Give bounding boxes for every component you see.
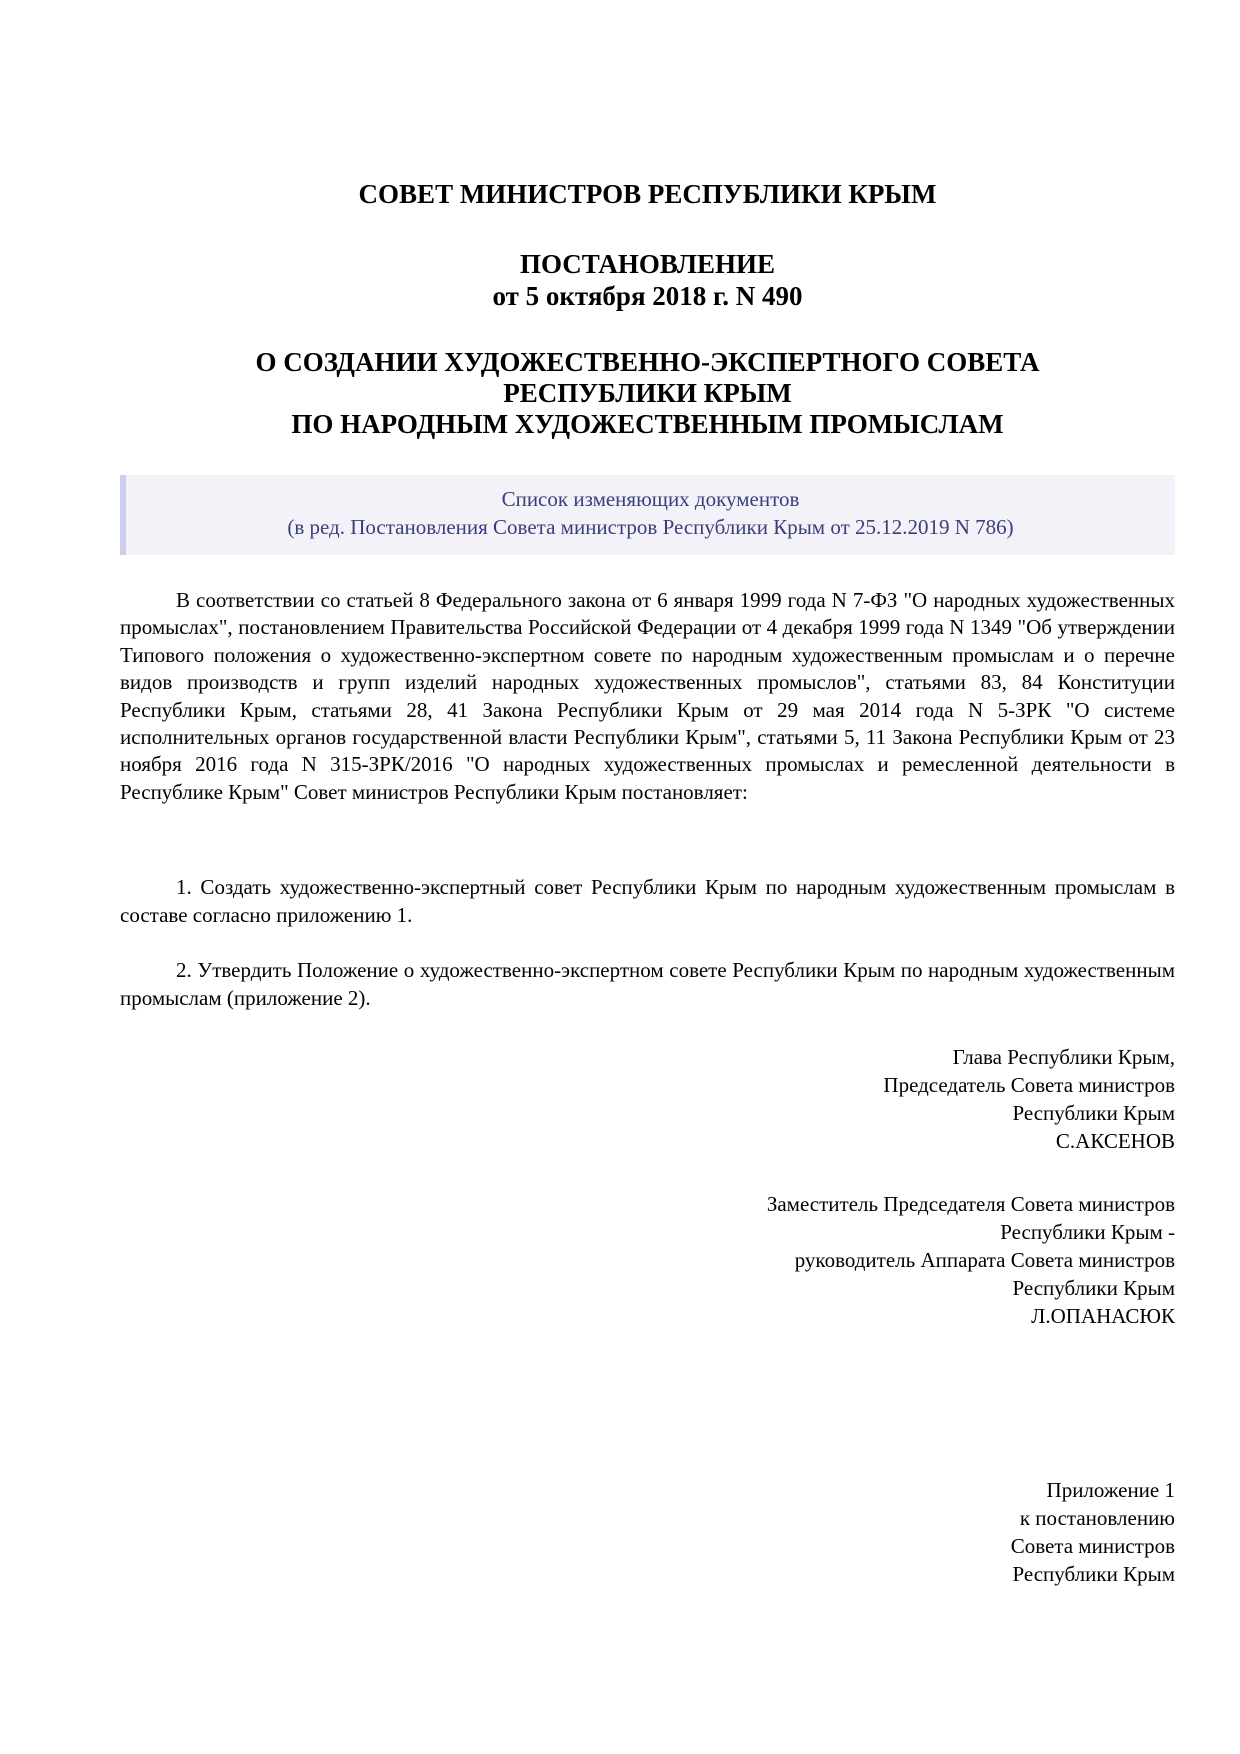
signature-line: Председатель Совета министров bbox=[883, 1073, 1175, 1097]
appendix-header bbox=[1011, 1476, 1175, 1588]
changing-documents-title: Список изменяющих документов bbox=[501, 487, 800, 511]
resolution-item-2: 2. Утвердить Положение о художественно-экспертном совете Республики Крым по народным художественным промыслам (приложение 2). bbox=[120, 958, 1175, 1010]
appendix-line: Республики Крым bbox=[1012, 1562, 1175, 1586]
signature-block-head bbox=[883, 1043, 1175, 1155]
appendix-line: к постановлению bbox=[1019, 1506, 1175, 1530]
preamble-paragraph: В соответствии со статьей 8 Федерального закона от 6 января 1999 года N 7-ФЗ "О народных художественных промыслах", постановлением Правительства Российской Федерации от 4 декабря 1999 года N 1349 "Об утверждении Типового положения о художественно-экспертном совете по народным художественным промыслам и о перечне видов производств и групп изделий народных художественных промыслов", статьями 83, 84 Конституции Республики Крым, статьями 28, 41 Закона Республики Крым от 29 мая 2014 года N 5-ЗРК "О системе исполнительных органов государственной власти Республики Крым", статьями 5, 11 Закона Республики Крым от 23 ноября 2016 года N 315-ЗРК/2016 "О народных художественных промыслах и ремесленной деятельности в Республике Крым" Совет министров Республики Крым постановляет: bbox=[120, 588, 1175, 804]
signature-line: Заместитель Председателя Совета министров bbox=[766, 1192, 1175, 1216]
signature-line: Республики Крым bbox=[1012, 1101, 1175, 1125]
signature-line: руководитель Аппарата Совета министров bbox=[794, 1248, 1175, 1272]
signatory-name: С.АКСЕНОВ bbox=[1055, 1129, 1175, 1153]
changing-documents-box bbox=[120, 475, 1175, 555]
signature-block-deputy bbox=[767, 1190, 1175, 1330]
document-date-number: от 5 октября 2018 г. N 490 bbox=[492, 281, 803, 311]
appendix-line: Приложение 1 bbox=[1046, 1478, 1175, 1502]
document-type: ПОСТАНОВЛЕНИЕ bbox=[519, 249, 776, 279]
heading-line: О СОЗДАНИИ ХУДОЖЕСТВЕННО-ЭКСПЕРТНОГО СОВЕТА bbox=[255, 347, 1040, 377]
appendix-line: Совета министров bbox=[1010, 1534, 1175, 1558]
heading-line: РЕСПУБЛИКИ КРЫМ bbox=[503, 378, 792, 408]
changing-documents-revision: (в ред. Постановления Совета министров Республики Крым от 25.12.2019 N 786) bbox=[287, 515, 1014, 539]
document-heading bbox=[120, 347, 1175, 440]
signature-line: Республики Крым - bbox=[1000, 1220, 1175, 1244]
document-type-block bbox=[120, 248, 1175, 312]
organization-title: СОВЕТ МИНИСТРОВ РЕСПУБЛИКИ КРЫМ bbox=[358, 179, 937, 209]
signature-line: Глава Республики Крым, bbox=[952, 1045, 1175, 1069]
heading-line: ПО НАРОДНЫМ ХУДОЖЕСТВЕННЫМ ПРОМЫСЛАМ bbox=[291, 409, 1004, 439]
signatory-name: Л.ОПАНАСЮК bbox=[1031, 1304, 1175, 1328]
resolution-item-1: 1. Создать художественно-экспертный совет Республики Крым по народным художественным промыслам в составе согласно приложению 1. bbox=[120, 875, 1175, 927]
signature-line: Республики Крым bbox=[1012, 1276, 1175, 1300]
